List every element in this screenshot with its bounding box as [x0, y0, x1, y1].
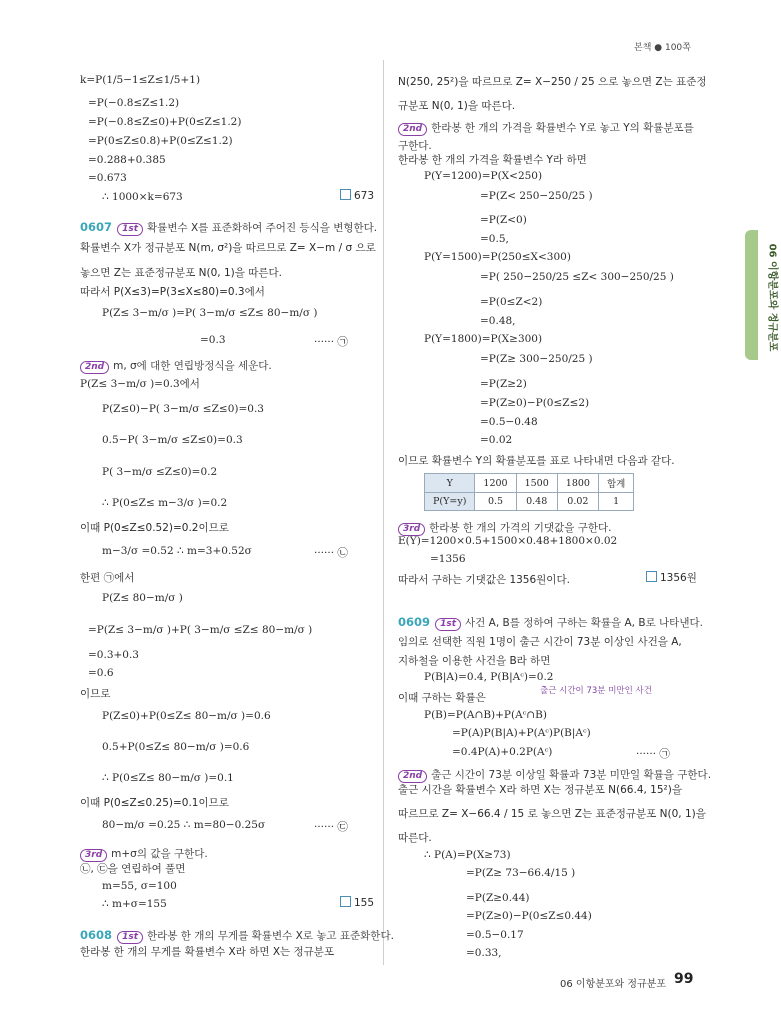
text-line: 이때 P(0≤Z≤0.52)=0.2이므로 — [80, 522, 229, 534]
eq-line: =0.6 — [88, 667, 114, 679]
table-header-cell: 1800 — [557, 474, 598, 493]
eq-line: =P(0≤Z≤0.8)+P(0≤Z≤1.2) — [88, 135, 233, 147]
table-header-cell: 합계 — [598, 474, 633, 493]
text-line: 이때 구하는 확률은 — [398, 692, 486, 704]
eq-line: =P(Z≥0.44) — [466, 892, 530, 904]
step-title: 한라봉 한 개의 가격의 기댓값을 구한다. — [429, 522, 612, 534]
eq-line: =0.3 — [200, 334, 226, 346]
text-line: N(250, 25²)을 따르므로 Z= X−250 / 25 으로 놓으면 Z는 표준정 — [398, 76, 707, 88]
footer-chapter: 06 이항분포와 정규분포 — [560, 979, 667, 990]
eq-line: =0.33, — [466, 947, 502, 959]
step-badge: 3rd — [80, 849, 107, 862]
step-title: 사건 A, B를 정하여 구하는 확률을 A, B로 나타낸다. — [465, 617, 703, 629]
table-cell: 0.02 — [557, 493, 598, 511]
table-cell: P(Y=y) — [425, 493, 475, 511]
text-line: 따른다. — [398, 832, 432, 844]
text-line: 따라서 P(X≤3)=P(3≤X≤80)=0.3에서 — [80, 286, 265, 298]
problem-number: 0607 — [80, 220, 113, 234]
eq-line: =0.5, — [480, 233, 509, 245]
eq-line: =P(−0.8≤Z≤0)+P(0≤Z≤1.2) — [88, 116, 242, 128]
eq-line: P(B)=P(A∩B)+P(Aᶜ∩B) — [424, 709, 547, 721]
eq-line: =P(Z≥ 300−250/25 ) — [480, 353, 593, 365]
probability-distribution-table — [424, 473, 634, 511]
page-number: 99 — [674, 971, 694, 987]
table-cell: 1 — [598, 493, 633, 511]
text-line: 이므로 — [80, 688, 111, 700]
eq-line: =1356 — [430, 553, 466, 565]
problem-0608-heading — [80, 924, 394, 944]
eq-line: ∴ P(0≤Z≤ 80−m/σ )=0.1 — [102, 772, 234, 784]
eq-line: P(Z≤0)+P(0≤Z≤ 80−m/σ )=0.6 — [102, 710, 271, 722]
text-line: 한라봉 한 개의 무게를 확률변수 X라 하면 X는 정규분포 — [80, 946, 335, 958]
text-line: 확률변수 X가 정규분포 N(m, σ²)을 따르므로 Z= X−m / σ 으로 — [80, 242, 376, 254]
answer-icon — [340, 189, 351, 200]
step-2nd-heading — [80, 354, 272, 374]
eq-line: k=P(1/5−1≤Z≤1/5+1) — [80, 74, 201, 86]
eq-line: =P(0≤Z<2) — [480, 296, 543, 308]
step-title: 한라봉 한 개의 무게를 확률변수 X로 놓고 표준화한다. — [147, 930, 394, 942]
text-line: 출근 시간을 확률변수 X라 하면 X는 정규분포 N(66.4, 15²)을 — [398, 784, 682, 796]
eq-line: 0.5−P( 3−m/σ ≤Z≤0)=0.3 — [102, 434, 243, 446]
step-badge: 1st — [435, 618, 461, 631]
text-line: 임의로 선택한 직원 1명이 출근 시간이 73분 이상인 사건을 A, — [398, 636, 682, 648]
eq-line: P( 3−m/σ ≤Z≤0)=0.2 — [102, 466, 218, 478]
answer-icon — [646, 571, 657, 582]
text-line: 지하철을 이용한 사건을 B라 하면 — [398, 655, 551, 667]
problem-0609-heading — [398, 611, 703, 631]
eq-line: P(Z≤ 80−m/σ ) — [102, 592, 183, 604]
eq-line: =0.4P(A)+0.2P(Aᶜ) — [452, 746, 553, 758]
problem-number: 0609 — [398, 615, 431, 629]
eq-line: =0.673 — [88, 172, 127, 184]
answer-box: 673 — [340, 189, 374, 202]
text-line: 따라서 구하는 기댓값은 1356원이다. — [398, 574, 570, 586]
step-title: 한라봉 한 개의 가격을 확률변수 Y로 놓고 Y의 확률분포를 구한다. — [398, 122, 694, 152]
eq-line: E(Y)=1200×0.5+1500×0.48+1800×0.02 — [398, 535, 618, 547]
problem-0607-heading — [80, 216, 377, 236]
table-row — [425, 493, 634, 511]
step-badge: 1st — [117, 223, 143, 236]
step-2nd-heading — [398, 118, 698, 154]
eq-marker: ······ ㉠ — [314, 336, 348, 348]
eq-line: =P( 250−250/25 ≤Z< 300−250/25 ) — [480, 271, 674, 283]
step-3rd-heading — [398, 516, 611, 536]
step-badge: 1st — [117, 931, 143, 944]
step-badge: 2nd — [80, 361, 109, 374]
eq-line: P(Y=1500)=P(250≤X<300) — [424, 251, 571, 263]
eq-line: =P(A)P(B|A)+P(Aᶜ)P(B|Aᶜ) — [452, 727, 591, 739]
text-line: ㉡, ㉢을 연립하여 풀면 — [80, 863, 186, 875]
eq-line: 80−m/σ =0.25 ∴ m=80−0.25σ — [102, 819, 266, 831]
answer-box: 1356원 — [646, 570, 697, 585]
chapter-side-tab-label: 06 이항분포와 정규분포 — [766, 243, 778, 352]
eq-line: ∴ P(0≤Z≤ m−3/σ )=0.2 — [102, 497, 228, 509]
annotation-note: 출근 시간이 73분 미만인 사건 — [540, 686, 652, 696]
eq-line: =P(−0.8≤Z≤1.2) — [88, 97, 180, 109]
eq-line: =0.3+0.3 — [88, 649, 139, 661]
table-header-cell: 1500 — [516, 474, 557, 493]
eq-marker: ······ ㉠ — [636, 748, 670, 760]
eq-line: P(Y=1200)=P(X<250) — [424, 170, 543, 182]
eq-line: P(Z≤ 3−m/σ )=0.3에서 — [80, 378, 200, 390]
text-line: 이때 P(0≤Z≤0.25)=0.1이므로 — [80, 797, 229, 809]
eq-line: =P(Z≤ 3−m/σ )+P( 3−m/σ ≤Z≤ 80−m/σ ) — [88, 624, 313, 636]
step-title: m, σ에 대한 연립방정식을 세운다. — [113, 360, 272, 372]
table-row — [425, 474, 634, 493]
eq-line: =P(Z< 250−250/25 ) — [480, 190, 593, 202]
eq-line: =0.02 — [480, 434, 513, 446]
eq-line: P(Y=1800)=P(X≥300) — [424, 333, 543, 345]
eq-line: m=55, σ=100 — [102, 880, 177, 892]
text-line: 규분포 N(0, 1)을 따른다. — [398, 100, 516, 112]
answer-box: 155 — [340, 896, 374, 909]
eq-line: =P(Z<0) — [480, 214, 527, 226]
eq-line: =P(Z≥2) — [480, 378, 527, 390]
eq-line: m−3/σ =0.52 ∴ m=3+0.52σ — [102, 545, 252, 557]
table-header-cell: Y — [425, 474, 475, 493]
text-line: 놓으면 Z는 표준정규분포 N(0, 1)을 따른다. — [80, 267, 282, 279]
answer-icon — [340, 896, 351, 907]
chapter-side-tab[interactable] — [745, 230, 758, 360]
column-divider — [383, 60, 384, 965]
step-badge: 2nd — [398, 123, 427, 136]
step-badge: 3rd — [398, 523, 425, 536]
eq-line: =P(Z≥ 73−66.4/15 ) — [466, 867, 576, 879]
eq-marker: ······ ㉢ — [314, 821, 348, 833]
page-header: 본책 ● 100쪽 — [634, 43, 691, 53]
eq-line: =0.48, — [480, 315, 516, 327]
table-header-cell: 1200 — [475, 474, 516, 493]
step-title: 확률변수 X를 표준화하여 주어진 등식을 변형한다. — [147, 222, 378, 234]
eq-line: P(B|A)=0.4, P(B|Aᶜ)=0.2 — [424, 671, 554, 683]
eq-line: 0.5+P(0≤Z≤ 80−m/σ )=0.6 — [102, 741, 250, 753]
eq-line: ∴ P(A)=P(X≥73) — [424, 849, 511, 861]
step-2nd-heading — [398, 763, 711, 783]
eq-line: ∴ 1000×k=673 — [102, 191, 183, 203]
text-line: 한라봉 한 개의 가격을 확률변수 Y라 하면 — [398, 154, 587, 166]
table-cell: 0.5 — [475, 493, 516, 511]
text-line: 이므로 확률변수 Y의 확률분포를 표로 나타내면 다음과 같다. — [398, 455, 675, 467]
table-cell: 0.48 — [516, 493, 557, 511]
eq-marker: ······ ㉡ — [314, 547, 348, 559]
eq-line: =0.288+0.385 — [88, 154, 166, 166]
eq-line: =0.5−0.17 — [466, 929, 524, 941]
eq-line: =0.5−0.48 — [480, 416, 538, 428]
step-3rd-heading — [80, 842, 208, 862]
step-badge: 2nd — [398, 770, 427, 783]
step-title: m+σ의 값을 구한다. — [111, 848, 208, 860]
eq-line: P(Z≤ 3−m/σ )=P( 3−m/σ ≤Z≤ 80−m/σ ) — [102, 307, 318, 319]
eq-line: =P(Z≥0)−P(0≤Z≤0.44) — [466, 910, 592, 922]
eq-line: =P(Z≥0)−P(0≤Z≤2) — [480, 397, 590, 409]
eq-line: P(Z≤0)−P( 3−m/σ ≤Z≤0)=0.3 — [102, 403, 264, 415]
text-line: 한편 ㉠에서 — [80, 572, 135, 584]
step-title: 출근 시간이 73분 이상일 확률과 73분 미만일 확률을 구한다. — [431, 769, 712, 781]
text-line: 따르므로 Z= X−66.4 / 15 로 놓으면 Z는 표준정규분포 N(0, 1)을 — [398, 808, 706, 820]
eq-line: ∴ m+σ=155 — [102, 898, 167, 910]
problem-number: 0608 — [80, 928, 113, 942]
